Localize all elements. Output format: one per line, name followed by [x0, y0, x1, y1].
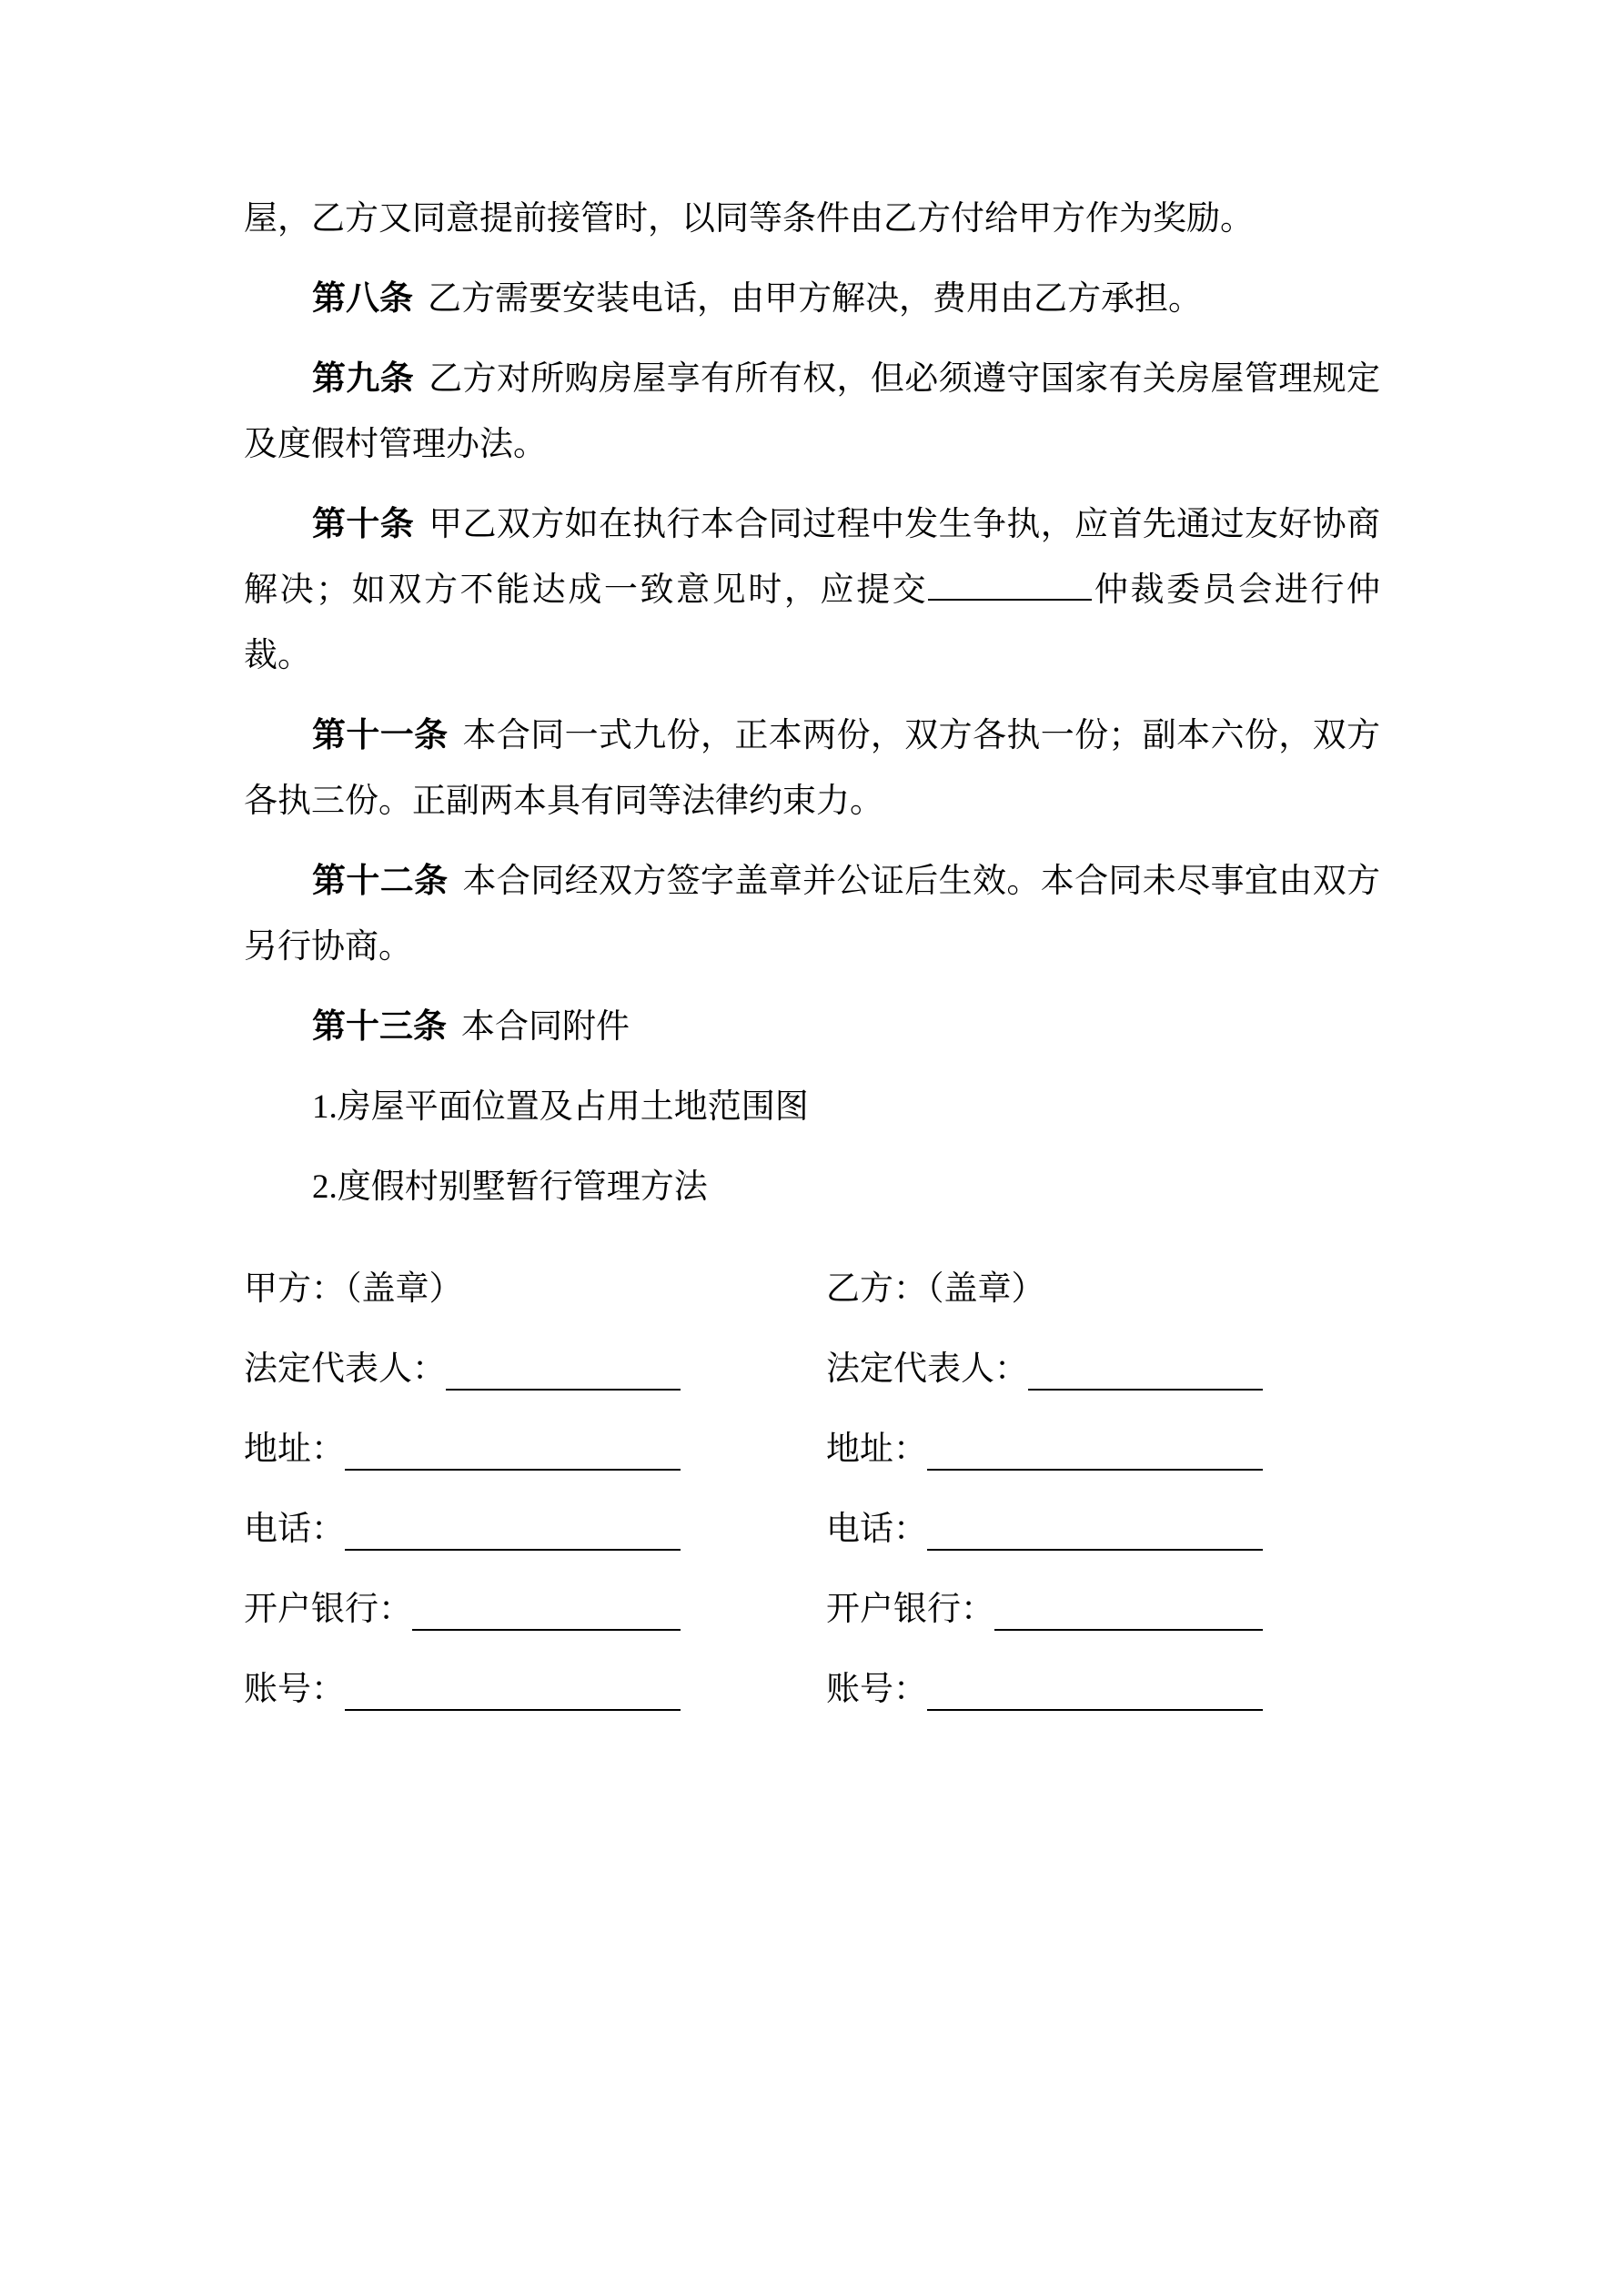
party-a-title: 甲方：（盖章）: [244, 1270, 463, 1308]
party-b-account-label: 账号：: [826, 1671, 927, 1708]
article-13: [244, 995, 1380, 1060]
party-a-account-row: [244, 1657, 681, 1723]
attachment-item-1: 1.房屋平面位置及占用土地范围图: [312, 1088, 809, 1126]
party-a-phone-row: [244, 1497, 681, 1563]
article-11-term: 第十一条: [312, 717, 449, 754]
party-b-address-line: [927, 1469, 1263, 1471]
party-a-bank-row: [244, 1577, 681, 1643]
article-8: [244, 267, 1380, 332]
party-b-address-label: 地址：: [826, 1431, 927, 1468]
party-a-account-line: [345, 1709, 681, 1711]
party-b-account-line: [927, 1709, 1263, 1711]
party-b-legal-rep-label: 法定代表人：: [826, 1350, 1028, 1388]
party-a-phone-label: 电话：: [244, 1511, 345, 1548]
article-13-body: 本合同附件: [461, 1008, 630, 1046]
article-13-term: 第十三条: [312, 1008, 447, 1046]
article-9-body: 乙方对所购房屋享有所有权，但必须遵守国家有关房屋管理规定及度假村管理办法。: [244, 360, 1381, 463]
party-a-address-label: 地址：: [244, 1431, 345, 1468]
party-a-bank-line: [412, 1629, 681, 1631]
party-a-address-line: [345, 1469, 681, 1471]
attachment-item-2: 2.度假村别墅暂行管理方法: [312, 1168, 708, 1206]
article-9: [244, 347, 1380, 478]
article-10-term: 第十条: [312, 506, 415, 543]
party-a-address-row: [244, 1417, 681, 1482]
party-b-legal-rep-line: [1028, 1389, 1263, 1391]
article-10: [244, 492, 1380, 689]
party-b-title: 乙方：（盖章）: [826, 1270, 1045, 1308]
article-11-body: 本合同一式九份，正本两份，双方各执一份；副本六份，双方各执三份。正副两本具有同等法律约束力。: [244, 717, 1381, 820]
article-12-body: 本合同经双方签字盖章并公证后生效。本合同未尽事宜由双方另行协商。: [244, 863, 1381, 966]
article-8-term: 第八条: [312, 280, 413, 318]
article-10-body-before: 甲乙双方如在执行本合同过程中发生争执，应首先通过友好协商解决；如双方不能达成一致意见时，应提交: [244, 506, 1381, 609]
article-12-term: 第十二条: [312, 863, 449, 900]
party-b-bank-line: [994, 1629, 1263, 1631]
party-a-legal-rep-line: [446, 1389, 681, 1391]
party-b-account-row: [826, 1657, 1263, 1723]
article-12: [244, 849, 1380, 980]
party-b-signature-block: [826, 1257, 1263, 1737]
article-8-body: 乙方需要安装电话，由甲方解决，费用由乙方承担。: [428, 280, 1202, 318]
party-b-address-row: [826, 1417, 1263, 1482]
party-b-phone-line: [927, 1549, 1263, 1551]
party-a-bank-label: 开户银行：: [244, 1591, 412, 1628]
party-a-signature-block: [244, 1257, 681, 1737]
party-b-phone-row: [826, 1497, 1263, 1563]
signature-section: [244, 1257, 1380, 1737]
party-b-phone-label: 电话：: [826, 1511, 927, 1548]
party-a-legal-rep-label: 法定代表人：: [244, 1350, 446, 1388]
party-b-bank-row: [826, 1577, 1263, 1643]
party-b-legal-rep-row: [826, 1337, 1263, 1402]
article-11: [244, 703, 1380, 834]
party-a-account-label: 账号：: [244, 1671, 345, 1708]
party-a-legal-rep-row: [244, 1337, 681, 1402]
article-9-term: 第九条: [312, 360, 415, 398]
party-a-phone-line: [345, 1549, 681, 1551]
article-10-body-after: 仲裁委员会进行仲裁。: [244, 571, 1381, 674]
arbitration-committee-blank: [928, 599, 1092, 601]
party-b-bank-label: 开户银行：: [826, 1591, 994, 1628]
paragraph-continuation: 屋，乙方又同意提前接管时，以同等条件由乙方付给甲方作为奖励。: [244, 200, 1254, 238]
